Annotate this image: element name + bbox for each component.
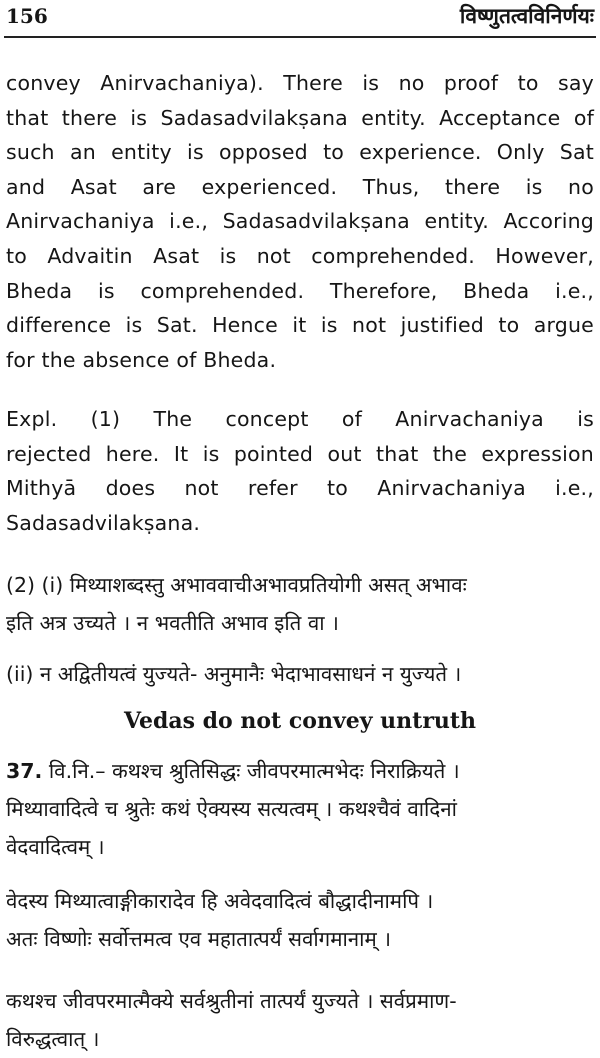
text-line: to Advaitin Asat is not comprehended. However, [6, 243, 594, 268]
text-line: अतः विष्णोः सर्वोत्तमत्व एव महातात्पर्यं सर्वागमानाम् । [6, 927, 392, 951]
header-rule [4, 36, 596, 38]
note-2-ii-sanskrit [6, 655, 594, 693]
verse-final [6, 982, 594, 1058]
verse-lines [6, 882, 594, 958]
text-line: Sadasadvilakṣana. [6, 510, 201, 535]
text-line: इति अत्र उच्यते । न भवतीति अभाव इति वा । [6, 611, 339, 635]
note-2-sanskrit [6, 566, 594, 642]
text-line: Mithyā does not refer to Anirvachaniya i.e., [6, 476, 594, 501]
text-line: कथश्च जीवपरमात्मैक्ये सर्वश्रुतीनां तात्पर्यं युज्यते । सर्वप्रमाण- [6, 989, 457, 1013]
text-line: (ii) न अद्वितीयत्वं युज्यते- अनुमानैः भेदाभावसाधनं न युज्यते । [6, 662, 462, 686]
text-line: that there is Sadasadvilakṣana entity. Acceptance of [6, 105, 594, 130]
text-line: rejected here. It is pointed out that the expression [6, 441, 594, 466]
text-line: Bheda is comprehended. Therefore, Bheda i.e., [6, 278, 594, 303]
text-line: convey Anirvachaniya). There is no proof to say [6, 71, 594, 95]
text-line: (2) (i) मिथ्याशब्दस्तु अभाववाचीअभावप्रतियोगी असत् अभावः [6, 573, 467, 597]
text-line: and Asat are experienced. Thus, there is no [6, 174, 594, 199]
paragraph-explanation [6, 66, 594, 377]
verse-number: 37. [6, 759, 43, 783]
paragraph-expl-note [6, 402, 594, 540]
text-line: विरुद्धत्वात् । [6, 1027, 100, 1051]
page-header [0, 0, 600, 44]
text-line: for the absence of Bheda. [6, 347, 277, 372]
text-line: वेदस्य मिथ्यात्वाङ्गीकारादेव हि अवेदवादित्वं बौद्धादीनामपि । [6, 889, 434, 913]
verse-first-line [6, 752, 594, 790]
text-line: मिथ्यावादित्वे च श्रुतेः कथं ऐक्यस्य सत्यत्वम् । कथश्चैवं वादिनां [6, 797, 457, 821]
verse-text: वि.नि.– कथश्च श्रुतिसिद्धः जीवपरमात्मभेदः निराक्रियते । [48, 759, 460, 783]
text-line: वेदवादित्वम् । [6, 835, 105, 859]
running-title: विष्णुतत्वविनिर्णयः [459, 4, 594, 28]
text-line: Anirvachaniya i.e., Sadasadvilakṣana entity. Accoring [6, 209, 594, 234]
text-line: difference is Sat. Hence it is not justified to argue [6, 313, 594, 338]
page-number: 156 [6, 4, 48, 28]
section-heading: Vedas do not convey untruth [123, 708, 477, 734]
text-line: Expl. (1) The concept of Anirvachaniya is [6, 407, 594, 431]
text-line: such an entity is opposed to experience. Only Sat [6, 140, 594, 165]
verse-37 [6, 752, 594, 866]
